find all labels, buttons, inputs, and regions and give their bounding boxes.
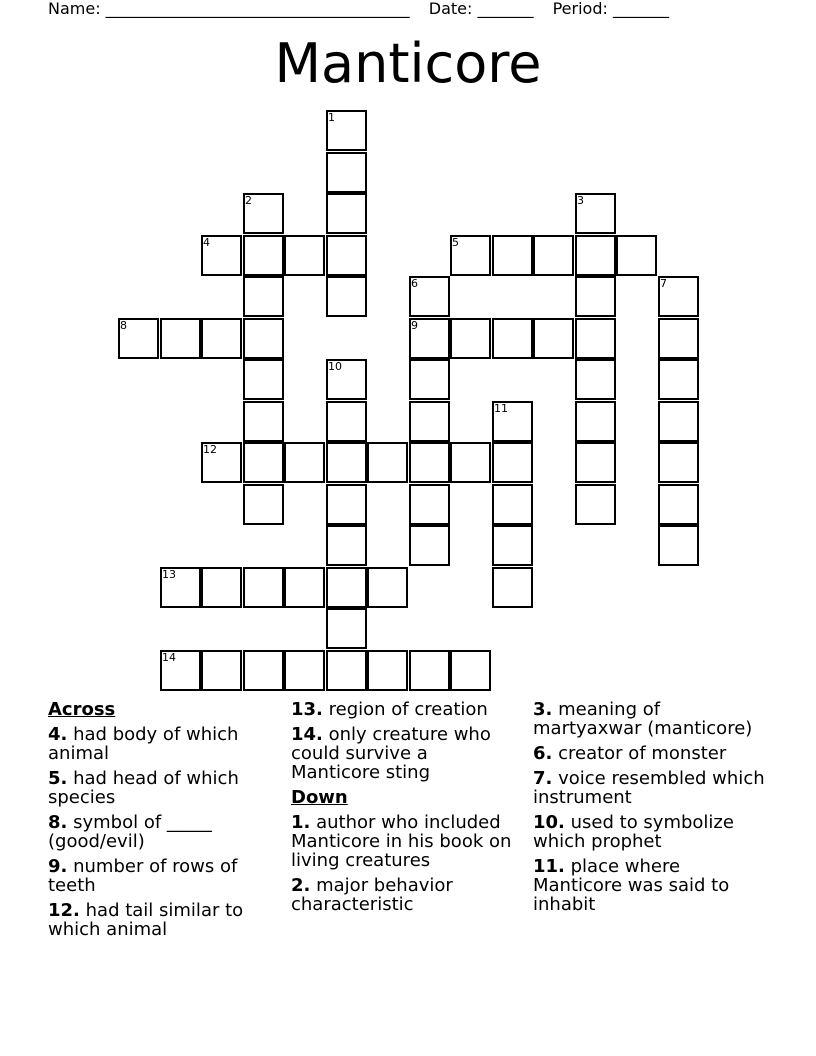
crossword-cell[interactable] — [326, 152, 367, 193]
crossword-cell[interactable] — [243, 276, 284, 317]
down-clue: 6. creator of monster — [533, 743, 727, 764]
name-field[interactable]: Name: ______________________________________ — [48, 0, 410, 18]
clue-number: 6 — [411, 277, 418, 290]
clues-column-2 — [291, 700, 521, 920]
crossword-cell[interactable] — [575, 401, 616, 442]
crossword-cell[interactable] — [450, 318, 491, 359]
crossword-cell[interactable] — [575, 442, 616, 483]
crossword-cell[interactable] — [243, 442, 284, 483]
crossword-cell[interactable] — [575, 318, 616, 359]
crossword-cell[interactable] — [575, 235, 616, 276]
crossword-cell[interactable] — [326, 235, 367, 276]
crossword-cell[interactable] — [201, 650, 242, 691]
clue-number: 7 — [660, 277, 667, 290]
clue-number: 11 — [494, 402, 508, 415]
crossword-cell[interactable] — [243, 567, 284, 608]
header — [48, 0, 683, 18]
crossword-cell[interactable] — [326, 608, 367, 649]
crossword-cell[interactable] — [658, 359, 699, 400]
crossword-cell[interactable] — [658, 484, 699, 525]
clue-number: 9 — [411, 319, 418, 332]
crossword-cell[interactable] — [409, 359, 450, 400]
crossword-cell[interactable] — [326, 567, 367, 608]
down-clue: 11. place where Manticore was said to inhabit — [533, 856, 730, 915]
clues-column-3 — [533, 700, 773, 920]
across-clue: 13. region of creation — [291, 699, 488, 720]
down-clue: 7. voice resembled which instrument — [533, 768, 765, 808]
crossword-cell[interactable] — [658, 401, 699, 442]
crossword-cell[interactable] — [284, 442, 325, 483]
crossword-cell[interactable] — [409, 650, 450, 691]
crossword-cell[interactable] — [284, 235, 325, 276]
crossword-cell[interactable] — [367, 567, 408, 608]
crossword-cell[interactable] — [492, 484, 533, 525]
down-clue: 10. used to symbolize which prophet — [533, 812, 734, 852]
down-clue: 3. meaning of martyaxwar (manticore) — [533, 699, 753, 739]
across-clue: 4. had body of which animal — [48, 724, 239, 764]
crossword-cell[interactable] — [409, 484, 450, 525]
crossword-cell[interactable] — [533, 318, 574, 359]
clue-number: 12 — [203, 443, 217, 456]
crossword-cell[interactable] — [533, 235, 574, 276]
crossword-cell[interactable] — [492, 567, 533, 608]
crossword-cell[interactable] — [243, 401, 284, 442]
crossword-cell[interactable] — [575, 484, 616, 525]
across-clue: 12. had tail similar to which animal — [48, 900, 244, 940]
crossword-cell[interactable] — [326, 276, 367, 317]
page-title: Manticore — [274, 32, 542, 95]
clue-number: 1 — [328, 111, 335, 124]
crossword-cell[interactable] — [243, 484, 284, 525]
across-clue: 9. number of rows of teeth — [48, 856, 238, 896]
clue-number: 13 — [162, 568, 176, 581]
crossword-cell[interactable] — [450, 442, 491, 483]
crossword-cell[interactable] — [243, 359, 284, 400]
crossword-cell[interactable] — [658, 318, 699, 359]
clue-number: 2 — [245, 194, 252, 207]
crossword-cell[interactable] — [326, 650, 367, 691]
clue-number: 4 — [203, 236, 210, 249]
crossword-cell[interactable] — [409, 442, 450, 483]
crossword-cell[interactable] — [492, 235, 533, 276]
clue-number: 5 — [452, 236, 459, 249]
clue-number: 8 — [120, 319, 127, 332]
date-field[interactable]: Date: _______ — [428, 0, 534, 18]
crossword-cell[interactable] — [243, 650, 284, 691]
crossword-cell[interactable] — [201, 567, 242, 608]
crossword-cell[interactable] — [616, 235, 657, 276]
crossword-cell[interactable] — [243, 318, 284, 359]
across-clue: 14. only creature who could survive a Manticore sting — [291, 724, 491, 783]
crossword-cell[interactable] — [243, 235, 284, 276]
crossword-cell[interactable] — [326, 193, 367, 234]
period-field[interactable]: Period: _______ — [552, 0, 669, 18]
crossword-cell[interactable] — [492, 525, 533, 566]
crossword-cell[interactable] — [492, 318, 533, 359]
crossword-cell[interactable] — [367, 442, 408, 483]
crossword-cell[interactable] — [409, 401, 450, 442]
crossword-cell[interactable] — [367, 650, 408, 691]
clue-number: 3 — [577, 194, 584, 207]
crossword-cell[interactable] — [658, 442, 699, 483]
crossword-cell[interactable] — [326, 442, 367, 483]
crossword-cell[interactable] — [575, 276, 616, 317]
crossword-cell[interactable] — [160, 318, 201, 359]
clue-number: 10 — [328, 360, 342, 373]
crossword-cell[interactable] — [326, 401, 367, 442]
down-heading: Down — [291, 787, 348, 808]
across-clue: 5. had head of which species — [48, 768, 239, 808]
crossword-cell[interactable] — [201, 318, 242, 359]
crossword-cell[interactable] — [284, 567, 325, 608]
crossword-cell[interactable] — [450, 650, 491, 691]
crossword-cell[interactable] — [326, 484, 367, 525]
crossword-cell[interactable] — [326, 525, 367, 566]
down-clue: 1. author who included Manticore in his book on living creatures — [291, 812, 512, 871]
crossword-cell[interactable] — [658, 525, 699, 566]
across-clue: 8. symbol of _____ (good/evil) — [48, 812, 212, 852]
down-clue: 2. major behavior characteristic — [291, 875, 453, 915]
clues-column-1 — [48, 700, 278, 945]
crossword-cell[interactable] — [409, 525, 450, 566]
crossword-cell[interactable] — [575, 359, 616, 400]
across-heading: Across — [48, 699, 116, 720]
crossword-cell[interactable] — [284, 650, 325, 691]
clue-number: 14 — [162, 651, 176, 664]
crossword-cell[interactable] — [492, 442, 533, 483]
